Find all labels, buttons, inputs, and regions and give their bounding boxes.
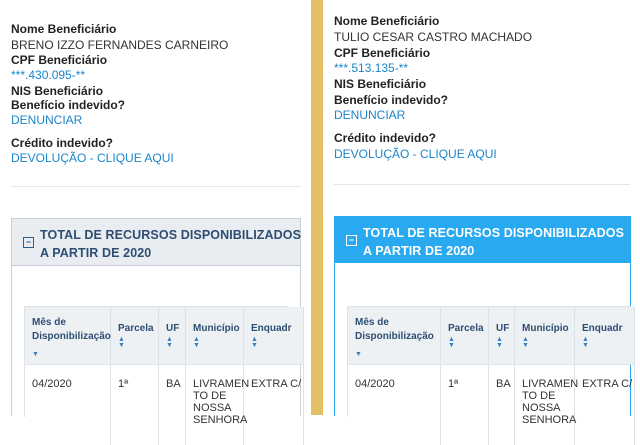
nis-label: NIS Beneficiário <box>334 77 427 91</box>
cell-month: 04/2020 <box>32 378 72 390</box>
table-cell <box>515 365 579 445</box>
beneficiary-name-value: TULIO CESAR CASTRO MACHADO <box>334 30 533 44</box>
cell-framing: EXTRA C/ <box>251 378 302 390</box>
column-header-label: Mês de Disponibilização <box>32 317 111 342</box>
beneficiary-name-label: Nome Beneficiário <box>11 22 117 36</box>
section-divider <box>334 184 630 185</box>
cell-city: LIVRAMEN TO DE NOSSA SENHORA <box>522 378 579 426</box>
cell-month: 04/2020 <box>355 378 395 390</box>
cell-framing: EXTRA C/ <box>582 378 633 390</box>
cpf-label: CPF Beneficiário <box>334 46 431 60</box>
cpf-value: ***.430.095-** <box>11 68 86 82</box>
table-cell <box>186 365 250 445</box>
column-header-installment[interactable] <box>111 307 159 365</box>
column-header-label: Município <box>522 323 569 334</box>
cell-installment: 1ª <box>118 378 129 390</box>
sort-icon[interactable]: ▲ ▼ <box>193 336 200 349</box>
column-header-label: Parcela <box>448 323 484 334</box>
panel-divider <box>311 0 323 415</box>
nis-label: NIS Beneficiário <box>11 84 104 98</box>
sort-icon[interactable]: ▲ ▼ <box>251 336 258 349</box>
resources-section-title: TOTAL DE RECURSOS DISPONIBILIZADOS A PARTIR DE 2020 <box>40 228 302 260</box>
column-header-city[interactable] <box>186 307 244 365</box>
refund-link[interactable]: DEVOLUÇÃO - CLIQUE AQUI <box>11 151 174 165</box>
column-header-framing[interactable] <box>575 307 635 365</box>
denounce-link[interactable]: DENUNCIAR <box>11 113 83 127</box>
resources-section-title: TOTAL DE RECURSOS DISPONIBILIZADOS A PARTIR DE 2020 <box>363 226 625 258</box>
table-cell <box>25 365 111 445</box>
sort-icon[interactable]: ▲ ▼ <box>582 336 589 349</box>
column-header-label: Parcela <box>118 323 154 334</box>
beneficiary-panel-right <box>323 0 640 426</box>
refund-link[interactable]: DEVOLUÇÃO - CLIQUE AQUI <box>334 147 497 161</box>
resources-section-header[interactable] <box>12 219 300 266</box>
beneficiary-panel-left <box>0 0 311 426</box>
beneficiary-name-label: Nome Beneficiário <box>334 14 440 28</box>
section-divider <box>11 186 301 187</box>
cell-uf: BA <box>166 378 181 390</box>
cell-installment: 1ª <box>448 378 459 390</box>
column-header-uf[interactable] <box>489 307 515 365</box>
table-cell <box>441 365 489 445</box>
column-header-label: UF <box>496 323 510 334</box>
undue-benefit-label: Benefício indevido? <box>11 98 126 112</box>
resources-section <box>334 216 633 426</box>
undue-credit-label: Crédito indevido? <box>334 131 436 145</box>
sort-icon[interactable]: ▲ ▼ <box>496 336 503 349</box>
table-cell <box>111 365 159 445</box>
resources-section-header[interactable] <box>335 217 630 263</box>
column-header-uf[interactable] <box>159 307 186 365</box>
cell-uf: BA <box>496 378 511 390</box>
table-cell <box>575 365 635 445</box>
column-header-label: Município <box>193 323 240 334</box>
column-header-label: UF <box>166 323 180 334</box>
sort-icon[interactable]: ▲ ▼ <box>166 336 173 349</box>
undue-credit-label: Crédito indevido? <box>11 136 113 150</box>
table-cell <box>159 365 186 445</box>
resources-section <box>11 218 302 426</box>
sort-icon[interactable]: ▲ ▼ <box>118 336 125 349</box>
column-header-framing[interactable] <box>244 307 304 365</box>
denounce-link[interactable]: DENUNCIAR <box>334 108 406 122</box>
column-header-label: Enquadr <box>582 323 623 334</box>
column-header-label: Mês de Disponibilização <box>355 317 434 342</box>
collapse-icon[interactable]: − <box>346 235 357 246</box>
column-header-month[interactable] <box>348 307 441 365</box>
collapse-icon[interactable]: − <box>23 237 34 248</box>
column-header-city[interactable] <box>515 307 575 365</box>
cpf-value: ***.513.135-** <box>334 61 409 75</box>
sort-desc-icon[interactable]: ▼ <box>32 351 39 358</box>
table-cell <box>348 365 441 445</box>
table-cell <box>244 365 304 445</box>
sort-icon[interactable]: ▲ ▼ <box>448 336 455 349</box>
sort-desc-icon[interactable]: ▼ <box>355 351 362 358</box>
undue-benefit-label: Benefício indevido? <box>334 93 449 107</box>
beneficiary-name-value: BRENO IZZO FERNANDES CARNEIRO <box>11 38 229 52</box>
cpf-label: CPF Beneficiário <box>11 53 108 67</box>
cell-city: LIVRAMEN TO DE NOSSA SENHORA <box>193 378 250 426</box>
resources-table <box>347 306 633 426</box>
column-header-month[interactable] <box>25 307 111 365</box>
column-header-installment[interactable] <box>441 307 489 365</box>
column-header-label: Enquadr <box>251 323 292 334</box>
table-cell <box>489 365 515 445</box>
resources-table <box>24 306 302 426</box>
sort-icon[interactable]: ▲ ▼ <box>522 336 529 349</box>
